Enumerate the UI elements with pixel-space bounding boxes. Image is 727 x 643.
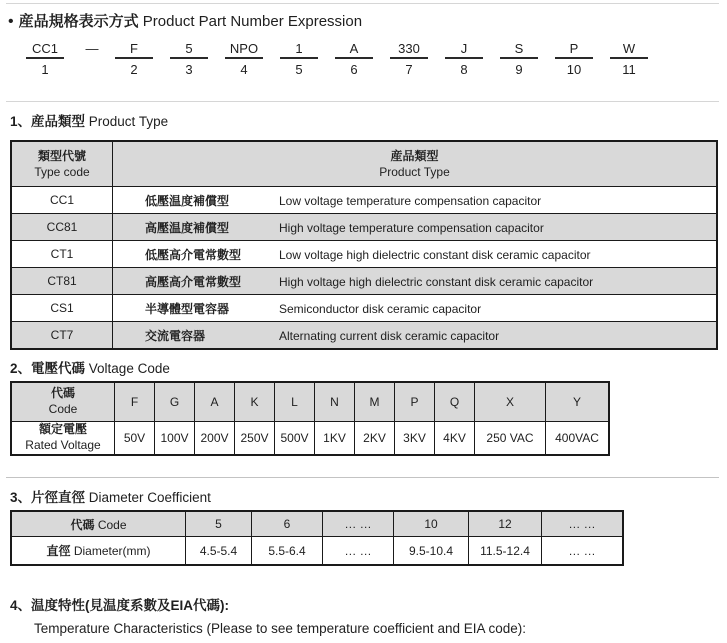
pn-segment-11	[610, 40, 648, 77]
pn-code: A	[335, 40, 373, 59]
voltage-code-label-cjk: 代碼	[50, 386, 75, 401]
voltage-code-label-en: Code	[48, 402, 78, 416]
type-desc-cell	[113, 322, 718, 350]
scan-artifact-line	[6, 477, 719, 478]
voltage-code-cell: X	[475, 382, 546, 422]
type-name-cjk: 低壓温度補償型	[145, 193, 230, 208]
diameter-range-label-cell	[11, 537, 186, 566]
pn-code: P	[555, 40, 593, 59]
bullet-icon: •	[8, 13, 14, 30]
type-name-en: Low voltage temperature compensation capacitor	[279, 193, 542, 208]
pn-segment-2	[115, 40, 153, 77]
type-desc-cell	[113, 187, 718, 214]
part-number-expression	[26, 40, 727, 77]
rated-voltage-cell: 1KV	[315, 422, 355, 456]
pn-segment-5	[280, 40, 318, 77]
pn-position: 10	[566, 62, 582, 77]
rated-voltage-cell: 250V	[235, 422, 275, 456]
table-row	[11, 295, 717, 322]
type-desc-cell	[113, 214, 718, 241]
diameter-range-row	[11, 537, 623, 566]
type-code-cell: CT1	[11, 241, 113, 268]
diameter-code-cell: … …	[323, 511, 394, 537]
rated-voltage-cell: 50V	[115, 422, 155, 456]
diameter-range-cell: 11.5-12.4	[469, 537, 542, 566]
type-code-cell: CT81	[11, 268, 113, 295]
rated-voltage-cell: 200V	[195, 422, 235, 456]
voltage-code-cell: A	[195, 382, 235, 422]
diameter-code-cell: 12	[469, 511, 542, 537]
section-3-heading-cjk: 3、片徑直徑	[10, 490, 86, 505]
diameter-code-label-en: Code	[97, 517, 127, 532]
product-type-header-row	[11, 141, 717, 187]
page-title-cjk: 産品規格表示方式	[18, 13, 139, 30]
voltage-code-table	[10, 381, 610, 456]
section-2-heading	[10, 357, 727, 374]
diameter-code-label-cjk: 代碼	[70, 517, 95, 532]
voltage-code-cell: P	[395, 382, 435, 422]
rated-voltage-cell: 500V	[275, 422, 315, 456]
type-code-cell: CS1	[11, 295, 113, 322]
pn-segment-10	[555, 40, 593, 77]
type-name-en: High voltage temperature compensation capacitor	[279, 220, 544, 235]
pn-segment-9	[500, 40, 538, 77]
pn-segment-1	[26, 40, 64, 77]
type-name-en: Low voltage high dielectric constant disk ceramic capacitor	[279, 247, 591, 262]
voltage-header-row	[11, 382, 609, 422]
pn-position: 3	[185, 62, 193, 77]
rated-voltage-label-cjk: 額定電壓	[38, 422, 87, 437]
pn-code: J	[445, 40, 483, 59]
table-row	[11, 322, 717, 350]
pn-code: F	[115, 40, 153, 59]
diameter-range-cell: 5.5-6.4	[252, 537, 323, 566]
pn-code: 330	[390, 40, 428, 59]
pn-position: 4	[240, 62, 248, 77]
pn-position: 9	[515, 62, 523, 77]
table-row	[11, 187, 717, 214]
diameter-code-cell: 6	[252, 511, 323, 537]
product-type-header-cjk: 産品類型	[390, 148, 439, 163]
rated-voltage-cell: 4KV	[435, 422, 475, 456]
type-name-cjk: 交流電容器	[145, 328, 206, 343]
type-name-en: High voltage high dielectric constant disk ceramic capacitor	[279, 274, 594, 289]
section-4-heading	[10, 594, 727, 611]
page-title-en: Product Part Number Expression	[142, 13, 363, 30]
type-code-header-en: Type code	[34, 165, 90, 179]
section-4-heading-cjk: 4、温度特性(見温度系數及EIA代碼):	[10, 598, 229, 613]
pn-position: 5	[295, 62, 303, 77]
rated-voltage-cell: 100V	[155, 422, 195, 456]
type-code-header-cjk: 類型代號	[37, 148, 86, 163]
pn-position: 11	[622, 62, 636, 77]
voltage-code-cell: M	[355, 382, 395, 422]
pn-position: 2	[130, 62, 138, 77]
scan-artifact-line	[6, 3, 719, 4]
diameter-code-label-cell	[11, 511, 186, 537]
voltage-code-cell: N	[315, 382, 355, 422]
type-desc-cell	[113, 241, 718, 268]
voltage-code-cell: K	[235, 382, 275, 422]
type-code-cell: CC1	[11, 187, 113, 214]
type-name-cjk: 高壓高介電常數型	[145, 274, 242, 289]
rated-voltage-label-en: Rated Voltage	[25, 438, 101, 452]
rated-voltage-cell: 250 VAC	[475, 422, 546, 456]
section-2-heading-en: Voltage Code	[88, 361, 170, 376]
type-code-cell: CT7	[11, 322, 113, 350]
table-row	[11, 214, 717, 241]
type-name-en: Alternating current disk ceramic capacitor	[279, 328, 500, 343]
diameter-range-label-cjk: 直徑	[46, 544, 71, 558]
rated-voltage-cell: 3KV	[395, 422, 435, 456]
rated-voltage-row	[11, 422, 609, 456]
section-1-heading	[10, 110, 727, 127]
type-desc-cell	[113, 268, 718, 295]
pn-code: S	[500, 40, 538, 59]
dash-separator: —	[85, 41, 99, 56]
diameter-range-label-en: Diameter(mm)	[73, 544, 151, 558]
diameter-table	[10, 510, 624, 566]
section-3-heading	[10, 486, 727, 503]
diameter-range-cell: … …	[542, 537, 624, 566]
section-2-heading-cjk: 2、電壓代碼	[10, 361, 86, 376]
section-1-heading-cjk: 1、産品類型	[10, 114, 86, 129]
pn-position: 7	[405, 62, 413, 77]
section-1-heading-en: Product Type	[88, 114, 169, 129]
type-code-cell: CC81	[11, 214, 113, 241]
pn-segment-8	[445, 40, 483, 77]
voltage-code-cell: G	[155, 382, 195, 422]
voltage-code-label-cell	[11, 382, 115, 422]
pn-position: 1	[41, 62, 49, 77]
diameter-code-cell: … …	[542, 511, 624, 537]
pn-code: CC1	[26, 40, 64, 59]
product-type-table	[10, 140, 718, 350]
pn-segment-4	[225, 40, 263, 77]
diameter-header-row	[11, 511, 623, 537]
type-name-cjk: 低壓高介電常數型	[145, 247, 242, 262]
table-row	[11, 241, 717, 268]
pn-code: 1	[280, 40, 318, 59]
section-3-heading-en: Diameter Coefficient	[88, 490, 211, 505]
table-row	[11, 268, 717, 295]
pn-code: 5	[170, 40, 208, 59]
diameter-range-cell: 4.5-5.4	[186, 537, 252, 566]
type-code-header-cell	[11, 141, 113, 187]
voltage-code-cell: L	[275, 382, 315, 422]
pn-position: 6	[350, 62, 358, 77]
pn-code: NPO	[225, 40, 263, 59]
diameter-code-cell: 10	[394, 511, 469, 537]
diameter-range-cell: 9.5-10.4	[394, 537, 469, 566]
type-desc-cell	[113, 295, 718, 322]
product-type-header-cell	[113, 141, 718, 187]
rated-voltage-cell: 400VAC	[546, 422, 610, 456]
rated-voltage-label-cell	[11, 422, 115, 456]
pn-segment-3	[170, 40, 208, 77]
diameter-range-cell: … …	[323, 537, 394, 566]
diameter-code-cell: 5	[186, 511, 252, 537]
type-name-cjk: 半導體型電容器	[145, 301, 230, 316]
type-name-en: Semiconductor disk ceramic capacitor	[279, 301, 482, 316]
pn-position: 8	[460, 62, 468, 77]
scan-artifact-line	[6, 101, 719, 102]
rated-voltage-cell: 2KV	[355, 422, 395, 456]
pn-segment-6	[335, 40, 373, 77]
page-title	[0, 0, 727, 31]
product-type-header-en: Product Type	[379, 165, 450, 179]
voltage-code-cell: Q	[435, 382, 475, 422]
voltage-code-cell: F	[115, 382, 155, 422]
pn-segment-7	[390, 40, 428, 77]
type-name-cjk: 高壓温度補償型	[145, 220, 230, 235]
section-4-heading-en: Temperature Characteristics (Please to see temperature coefficient and EIA code):	[34, 621, 526, 636]
voltage-code-cell: Y	[546, 382, 610, 422]
pn-code: W	[610, 40, 648, 59]
